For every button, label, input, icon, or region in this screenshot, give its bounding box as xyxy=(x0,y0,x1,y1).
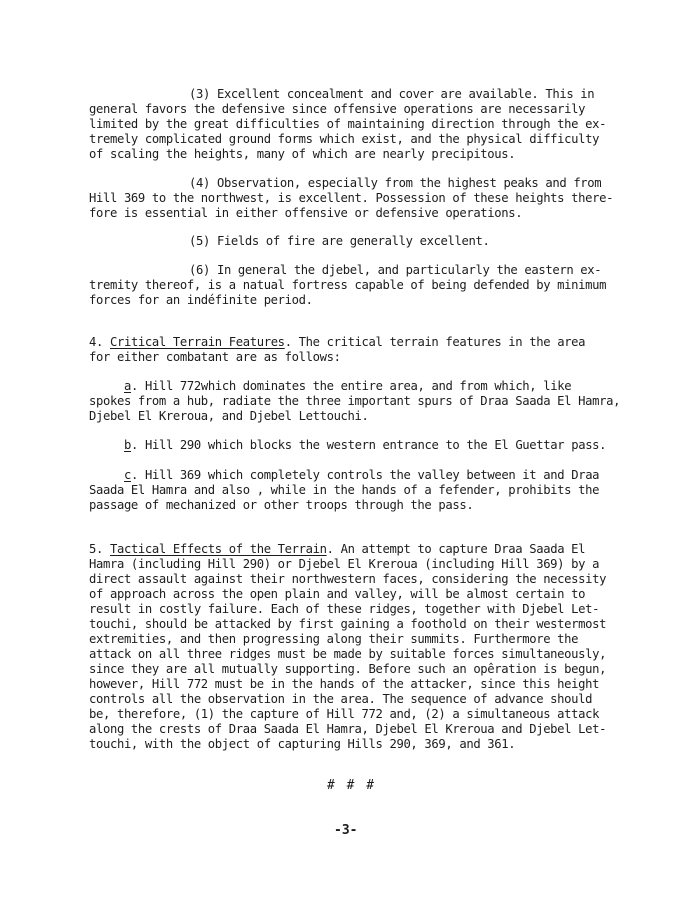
para6-line: forces for an indéfinite period. xyxy=(89,293,313,307)
section5-line: extremities, and then progressing along their summits. Furthermore the xyxy=(89,632,579,646)
section4-heading: Critical Terrain Features xyxy=(109,335,285,349)
section5-line: attack on all three ridges must be made by suitable forces simultaneously, xyxy=(89,647,607,661)
section5-line: be, therefore, (1) the capture of Hill 772 and, (2) a simultaneous attack xyxy=(89,707,600,721)
para3-line: general favors the defensive since offensive operations are necessarily xyxy=(89,102,586,116)
section5-line: since they are all mutually supporting. Before such an opêration is begun, xyxy=(89,662,607,676)
item-a-line xyxy=(124,379,571,393)
item-a-text: . Hill 772which dominates the entire area, and from which, like xyxy=(131,379,572,393)
para3-line: tremely complicated ground forms which exist, and the physical difficulty xyxy=(89,132,600,146)
item-b-line xyxy=(124,438,606,452)
section5-number: 5. xyxy=(89,542,103,556)
section5-line: result in costly failure. Each of these ridges, together with Djebel Let- xyxy=(89,602,600,616)
end-of-document-mark: # # # xyxy=(327,778,377,793)
section5-line: touchi, should be attacked by first gaining a foothold on their westermost xyxy=(89,617,607,631)
section4-number: 4. xyxy=(89,335,103,349)
item-a-label: a xyxy=(124,379,131,393)
para6-line: (6) In general the djebel, and particularly the eastern ex- xyxy=(189,263,602,277)
item-c-line: passage of mechanized or other troops through the pass. xyxy=(89,498,474,512)
para4-line: Hill 369 to the northwest, is excellent. Possession of these heights there- xyxy=(89,191,614,205)
section5-line: touchi, with the object of capturing Hills 290, 369, and 361. xyxy=(89,737,516,751)
item-c-line xyxy=(124,468,599,482)
section5-heading: Tactical Effects of the Terrain xyxy=(109,542,327,556)
para4-line: (4) Observation, especially from the highest peaks and from xyxy=(189,176,602,190)
para3-line: of scaling the heights, many of which are nearly precipitous. xyxy=(89,147,516,161)
section4-line: for either combatant are as follows: xyxy=(89,350,341,364)
section4-intro: . The critical terrain features in the area xyxy=(284,335,586,349)
item-a-line: spokes from a hub, radiate the three important spurs of Draa Saada El Hamra, xyxy=(89,394,621,408)
section5-line: along the crests of Draa Saada El Hamra, Djebel El Kreroua and Djebel Let- xyxy=(89,722,607,736)
item-a-line: Djebel El Kreroua, and Djebel Lettouchi. xyxy=(89,409,369,423)
item-c-line: Saada El Hamra and also , while in the hands of a fefender, prohibits the xyxy=(89,483,600,497)
section5-heading-line xyxy=(89,542,585,556)
para3-line: (3) Excellent concealment and cover are available. This in xyxy=(189,87,595,101)
item-c-text: . Hill 369 which completely controls the valley between it and Draa xyxy=(131,468,600,482)
para3-line: limited by the great difficulties of maintaining direction through the ex- xyxy=(89,117,607,131)
section5-line: Hamra (including Hill 290) or Djebel El Kreroua (including Hill 369) by a xyxy=(89,557,600,571)
para4-line: fore is essential in either offensive or defensive operations. xyxy=(89,206,523,220)
section4-heading-line xyxy=(89,335,585,349)
para6-line: tremity thereof, is a natual fortress capable of being defended by minimum xyxy=(89,278,607,292)
item-b-text: . Hill 290 which blocks the western entrance to the El Guettar pass. xyxy=(131,438,607,452)
section5-line: direct assault against their northwestern faces, considering the necessity xyxy=(89,572,607,586)
section5-intro: . An attempt to capture Draa Saada El xyxy=(326,542,586,556)
item-b-label: b xyxy=(124,438,131,452)
para5-line: (5) Fields of fire are generally excellent. xyxy=(189,234,490,248)
section5-line: of approach across the open plain and valley, will be almost certain to xyxy=(89,587,586,601)
item-c-label: c xyxy=(124,468,131,482)
page-number: -3- xyxy=(334,823,358,838)
section5-line: controls all the observation in the area. The sequence of advance should xyxy=(89,692,593,706)
section5-line: however, Hill 772 must be in the hands of the attacker, since this height xyxy=(89,677,600,691)
